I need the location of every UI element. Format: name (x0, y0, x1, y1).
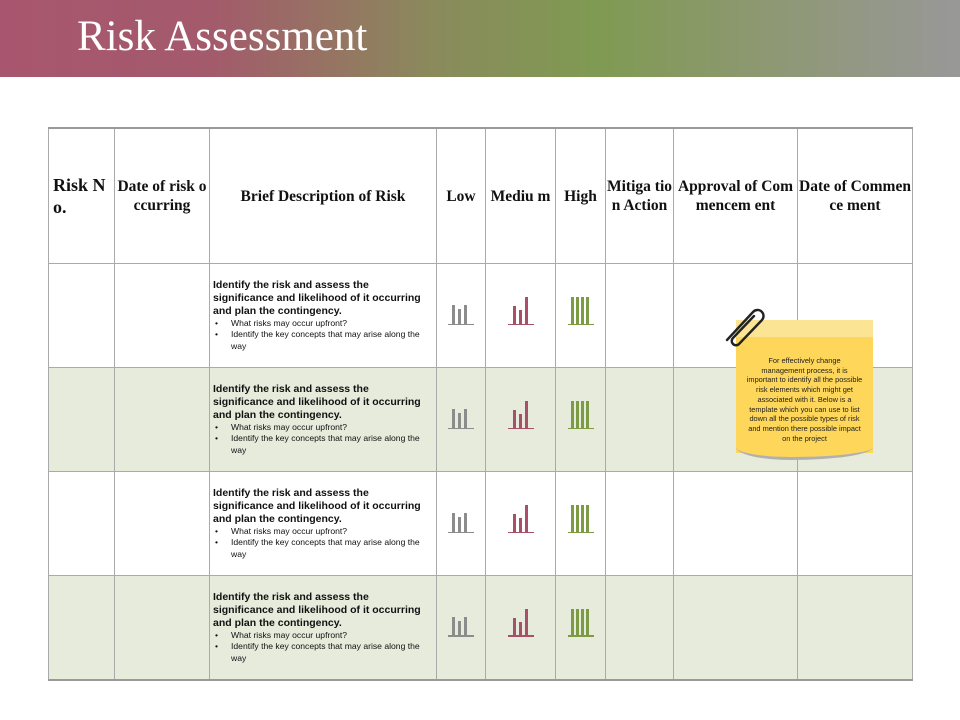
description-bullets (213, 526, 430, 561)
medium-bar-chart-icon (508, 301, 534, 325)
low-bar-chart-icon (448, 509, 474, 533)
cell-low (437, 368, 486, 472)
description-title: Identify the risk and assess the significance and likelihood of it occurring and plan the contingency. (213, 590, 421, 629)
description-title: Identify the risk and assess the significance and likelihood of it occurring and plan the contingency. (213, 278, 421, 317)
cell-date-commencement (798, 576, 913, 680)
medium-bar-chart-icon (508, 509, 534, 533)
description-bullets (213, 630, 430, 665)
high-bar-chart-icon (568, 301, 594, 325)
paperclip-icon (719, 302, 769, 352)
description-title: Identify the risk and assess the significance and likelihood of it occurring and plan the contingency. (213, 382, 421, 421)
cell-date-commencement (798, 472, 913, 576)
cell-low (437, 576, 486, 680)
cell-mitigation (606, 576, 674, 680)
cell-date-of-risk (115, 368, 210, 472)
cell-approval (674, 576, 798, 680)
cell-approval (674, 472, 798, 576)
description-bullet: • Identify the key concepts that may arise along the way (231, 537, 430, 560)
description-bullet: • What risks may occur upfront? (231, 630, 430, 642)
description-bullet: • What risks may occur upfront? (231, 526, 430, 538)
cell-date-of-risk (115, 576, 210, 680)
high-bar-chart-icon (568, 405, 594, 429)
cell-low (437, 264, 486, 368)
cell-description (210, 472, 437, 576)
high-bar-chart-icon (568, 509, 594, 533)
cell-risk-no (49, 576, 115, 680)
cell-high (556, 472, 606, 576)
cell-high (556, 264, 606, 368)
header-description: Brief Description of Risk (210, 128, 437, 264)
page-title: Risk Assessment (77, 13, 368, 60)
cell-risk-no (49, 368, 115, 472)
header-row (49, 128, 913, 264)
table-row (49, 472, 913, 576)
description-bullets (213, 422, 430, 457)
header-date-of-risk: Date of risk occurring (115, 128, 210, 264)
cell-low (437, 472, 486, 576)
header-medium: Mediu m (486, 128, 556, 264)
low-bar-chart-icon (448, 405, 474, 429)
cell-medium (486, 576, 556, 680)
description-bullet: • Identify the key concepts that may arise along the way (231, 329, 430, 352)
header-high: High (556, 128, 606, 264)
sticky-note-text: For effectively change management process, it is important to identify all the possible risk elements which might get associated with it. Below is a template which you can use to list down all the possible types of risk and mention there possible impact on the project (746, 356, 863, 443)
cell-date-of-risk (115, 472, 210, 576)
cell-medium (486, 264, 556, 368)
cell-risk-no (49, 472, 115, 576)
cell-high (556, 576, 606, 680)
description-bullet: • What risks may occur upfront? (231, 422, 430, 434)
header-risk-no: Risk No. (49, 128, 115, 264)
description-bullet: • What risks may occur upfront? (231, 318, 430, 330)
low-bar-chart-icon (448, 301, 474, 325)
cell-description (210, 368, 437, 472)
title-banner (0, 0, 960, 77)
cell-medium (486, 368, 556, 472)
sticky-note-curl (736, 447, 873, 460)
description-bullets (213, 318, 430, 353)
cell-date-of-risk (115, 264, 210, 368)
cell-medium (486, 472, 556, 576)
cell-description (210, 576, 437, 680)
medium-bar-chart-icon (508, 613, 534, 637)
medium-bar-chart-icon (508, 405, 534, 429)
cell-mitigation (606, 472, 674, 576)
header-date-commencement: Date of Commence ment (798, 128, 913, 264)
header-mitigation: Mitiga tion Action (606, 128, 674, 264)
header-approval: Approval of Commencem ent (674, 128, 798, 264)
high-bar-chart-icon (568, 613, 594, 637)
cell-mitigation (606, 264, 674, 368)
low-bar-chart-icon (448, 613, 474, 637)
description-bullet: • Identify the key concepts that may arise along the way (231, 433, 430, 456)
description-bullet: • Identify the key concepts that may arise along the way (231, 641, 430, 664)
cell-risk-no (49, 264, 115, 368)
table-row (49, 576, 913, 680)
cell-description (210, 264, 437, 368)
cell-mitigation (606, 368, 674, 472)
header-low: Low (437, 128, 486, 264)
cell-high (556, 368, 606, 472)
description-title: Identify the risk and assess the significance and likelihood of it occurring and plan the contingency. (213, 486, 421, 525)
